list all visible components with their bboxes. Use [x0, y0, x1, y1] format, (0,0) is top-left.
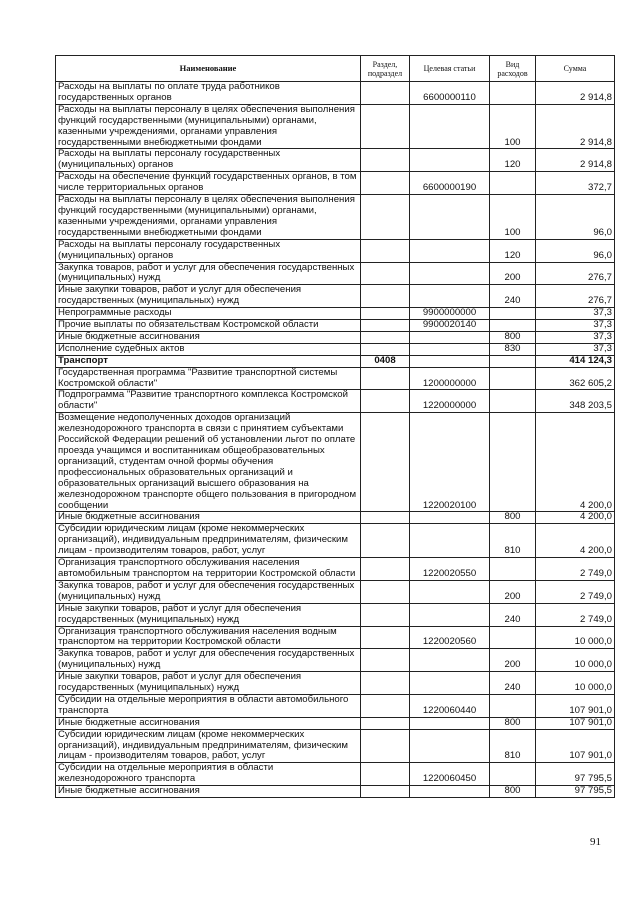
row-name: Подпрограмма "Развитие транспортного комплекса Костромской области"	[56, 390, 361, 413]
row-section	[361, 763, 410, 786]
row-name: Закупка товаров, работ и услуг для обеспечения государственных (муниципальных) нужд	[56, 262, 361, 285]
row-target	[410, 672, 490, 695]
row-sum: 107 901,0	[536, 729, 615, 763]
header-name: Наименование	[56, 56, 361, 82]
row-sum: 2 914,8	[536, 82, 615, 105]
row-sum: 276,7	[536, 262, 615, 285]
row-kind	[490, 82, 536, 105]
row-sum: 362 605,2	[536, 367, 615, 390]
table-header-row	[56, 56, 615, 82]
row-kind	[490, 320, 536, 332]
row-name: Возмещение недополученных доходов организаций железнодорожного транспорта в связи с принятием субъектами Российской Федерации решений об установлении льгот по оплате проезда учащимся и воспитанникам общеобразовательных организаций, студентам очной формы обучения профессиональных образовательных организаций и образовательных организаций высшего образования на железнодорожном транспорте общего пользования в пригородном сообщении	[56, 413, 361, 512]
row-name: Расходы на выплаты персоналу государственных (муниципальных) органов	[56, 149, 361, 172]
row-target: 9900020140	[410, 320, 490, 332]
row-name: Расходы на выплаты персоналу в целях обеспечения выполнения функций государственными (муниципальными) органами, казенными учреждениями, органами управления государственными внебюджетными фондами	[56, 104, 361, 149]
row-target: 6600000190	[410, 172, 490, 195]
row-sum: 4 200,0	[536, 524, 615, 558]
row-sum: 37,3	[536, 343, 615, 355]
row-sum: 37,3	[536, 320, 615, 332]
table-row	[56, 672, 615, 695]
row-kind: 200	[490, 262, 536, 285]
row-kind	[490, 413, 536, 512]
row-target	[410, 524, 490, 558]
row-section: 0408	[361, 355, 410, 367]
row-section	[361, 390, 410, 413]
table-row	[56, 320, 615, 332]
row-kind	[490, 308, 536, 320]
row-name: Организация транспортного обслуживания населения автомобильным транспортом на территории Костромской области	[56, 558, 361, 581]
row-name: Непрограммные расходы	[56, 308, 361, 320]
table-row	[56, 285, 615, 308]
table-row	[56, 172, 615, 195]
table-row	[56, 524, 615, 558]
table-row	[56, 413, 615, 512]
table-row	[56, 343, 615, 355]
row-section	[361, 331, 410, 343]
row-name: Субсидии на отдельные мероприятия в области железнодорожного транспорта	[56, 763, 361, 786]
row-kind: 810	[490, 729, 536, 763]
table-row	[56, 308, 615, 320]
table-row	[56, 694, 615, 717]
row-kind	[490, 558, 536, 581]
row-kind	[490, 172, 536, 195]
row-target	[410, 239, 490, 262]
table-row	[56, 512, 615, 524]
header-kind: Вид расходов	[490, 56, 536, 82]
row-sum: 2 914,8	[536, 104, 615, 149]
table-row	[56, 390, 615, 413]
row-section	[361, 239, 410, 262]
row-target	[410, 580, 490, 603]
row-name: Иные закупки товаров, работ и услуг для обеспечения государственных (муниципальных) нужд	[56, 603, 361, 626]
row-section	[361, 729, 410, 763]
row-section	[361, 512, 410, 524]
row-name: Закупка товаров, работ и услуг для обеспечения государственных (муниципальных) нужд	[56, 649, 361, 672]
row-kind: 200	[490, 649, 536, 672]
row-kind: 800	[490, 717, 536, 729]
row-target: 6600000110	[410, 82, 490, 105]
row-kind	[490, 355, 536, 367]
row-kind: 800	[490, 786, 536, 798]
table-row	[56, 763, 615, 786]
row-name: Расходы на выплаты персоналу в целях обеспечения выполнения функций государственными (муниципальными) органами, казенными учреждениями, органами управления государственными внебюджетными фондами	[56, 195, 361, 240]
row-kind: 100	[490, 104, 536, 149]
row-kind: 200	[490, 580, 536, 603]
row-sum: 348 203,5	[536, 390, 615, 413]
row-name: Расходы на выплаты персоналу государственных (муниципальных) органов	[56, 239, 361, 262]
row-section	[361, 172, 410, 195]
row-section	[361, 82, 410, 105]
row-section	[361, 626, 410, 649]
row-target: 1220000000	[410, 390, 490, 413]
header-target: Целевая статьи	[410, 56, 490, 82]
row-sum: 276,7	[536, 285, 615, 308]
row-target	[410, 649, 490, 672]
row-section	[361, 285, 410, 308]
row-section	[361, 149, 410, 172]
row-sum: 97 795,5	[536, 786, 615, 798]
row-section	[361, 262, 410, 285]
row-kind: 810	[490, 524, 536, 558]
row-kind: 240	[490, 672, 536, 695]
row-target	[410, 104, 490, 149]
row-sum: 10 000,0	[536, 672, 615, 695]
row-sum: 107 901,0	[536, 717, 615, 729]
row-section	[361, 717, 410, 729]
row-sum: 10 000,0	[536, 649, 615, 672]
row-section	[361, 320, 410, 332]
row-section	[361, 308, 410, 320]
table-row	[56, 603, 615, 626]
row-sum: 96,0	[536, 195, 615, 240]
row-name: Транспорт	[56, 355, 361, 367]
table-row	[56, 104, 615, 149]
table-row	[56, 580, 615, 603]
row-name: Закупка товаров, работ и услуг для обеспечения государственных (муниципальных) нужд	[56, 580, 361, 603]
row-sum: 414 124,3	[536, 355, 615, 367]
row-target	[410, 343, 490, 355]
table-row	[56, 331, 615, 343]
row-sum: 2 749,0	[536, 580, 615, 603]
row-section	[361, 580, 410, 603]
row-name: Исполнение судебных актов	[56, 343, 361, 355]
header-section: Раздел, подраздел	[361, 56, 410, 82]
row-name: Иные бюджетные ассигнования	[56, 717, 361, 729]
row-name: Субсидии на отдельные мероприятия в области автомобильного транспорта	[56, 694, 361, 717]
table-row	[56, 626, 615, 649]
row-sum: 2 914,8	[536, 149, 615, 172]
row-section	[361, 413, 410, 512]
row-section	[361, 367, 410, 390]
row-kind	[490, 626, 536, 649]
row-target: 1200000000	[410, 367, 490, 390]
row-sum: 4 200,0	[536, 512, 615, 524]
row-sum: 4 200,0	[536, 413, 615, 512]
row-name: Прочие выплаты по обязательствам Костромской области	[56, 320, 361, 332]
table-row	[56, 729, 615, 763]
page-number: 91	[590, 836, 601, 848]
row-target	[410, 512, 490, 524]
row-kind	[490, 367, 536, 390]
row-section	[361, 649, 410, 672]
row-kind: 100	[490, 195, 536, 240]
row-target: 1220020550	[410, 558, 490, 581]
row-section	[361, 786, 410, 798]
row-target	[410, 786, 490, 798]
row-name: Субсидии юридическим лицам (кроме некоммерческих организаций), индивидуальным предпринимателям, физическим лицам - производителям товаров, работ, услуг	[56, 524, 361, 558]
row-section	[361, 694, 410, 717]
row-kind: 800	[490, 512, 536, 524]
row-name: Иные закупки товаров, работ и услуг для обеспечения государственных (муниципальных) нужд	[56, 285, 361, 308]
row-sum: 10 000,0	[536, 626, 615, 649]
row-target: 1220020560	[410, 626, 490, 649]
row-sum: 37,3	[536, 331, 615, 343]
row-kind: 120	[490, 239, 536, 262]
row-sum: 107 901,0	[536, 694, 615, 717]
row-section	[361, 558, 410, 581]
row-kind	[490, 694, 536, 717]
row-section	[361, 343, 410, 355]
row-section	[361, 524, 410, 558]
row-kind: 240	[490, 285, 536, 308]
row-target: 1220020100	[410, 413, 490, 512]
row-target	[410, 285, 490, 308]
table-row	[56, 82, 615, 105]
row-kind	[490, 763, 536, 786]
table-row	[56, 355, 615, 367]
table-row	[56, 262, 615, 285]
row-kind: 120	[490, 149, 536, 172]
table-row	[56, 649, 615, 672]
row-kind: 800	[490, 331, 536, 343]
row-section	[361, 603, 410, 626]
table-row	[56, 367, 615, 390]
document-page	[55, 55, 614, 798]
budget-table	[55, 55, 615, 798]
table-row	[56, 239, 615, 262]
row-sum: 37,3	[536, 308, 615, 320]
row-section	[361, 672, 410, 695]
row-section	[361, 104, 410, 149]
table-row	[56, 717, 615, 729]
row-name: Организация транспортного обслуживания населения водным транспортом на территории Костромской области	[56, 626, 361, 649]
row-name: Иные бюджетные ассигнования	[56, 331, 361, 343]
row-target: 1220060450	[410, 763, 490, 786]
row-sum: 2 749,0	[536, 603, 615, 626]
row-target	[410, 331, 490, 343]
row-target	[410, 355, 490, 367]
row-sum: 96,0	[536, 239, 615, 262]
row-target	[410, 195, 490, 240]
row-name: Иные бюджетные ассигнования	[56, 786, 361, 798]
row-name: Иные бюджетные ассигнования	[56, 512, 361, 524]
row-target	[410, 149, 490, 172]
row-target: 9900000000	[410, 308, 490, 320]
row-target: 1220060440	[410, 694, 490, 717]
row-name: Расходы на обеспечение функций государственных органов, в том числе территориальных органов	[56, 172, 361, 195]
row-kind: 240	[490, 603, 536, 626]
table-row	[56, 149, 615, 172]
row-target	[410, 729, 490, 763]
row-kind: 830	[490, 343, 536, 355]
row-name: Государственная программа "Развитие транспортной системы Костромской области"	[56, 367, 361, 390]
table-row	[56, 786, 615, 798]
row-sum: 2 749,0	[536, 558, 615, 581]
row-section	[361, 195, 410, 240]
row-kind	[490, 390, 536, 413]
row-sum: 97 795,5	[536, 763, 615, 786]
table-row	[56, 195, 615, 240]
row-name: Субсидии юридическим лицам (кроме некоммерческих организаций), индивидуальным предпринимателям, физическим лицам - производителям товаров, работ, услуг	[56, 729, 361, 763]
table-row	[56, 558, 615, 581]
row-target	[410, 262, 490, 285]
row-target	[410, 717, 490, 729]
header-sum: Сумма	[536, 56, 615, 82]
row-sum: 372,7	[536, 172, 615, 195]
row-target	[410, 603, 490, 626]
row-name: Расходы на выплаты по оплате труда работников государственных органов	[56, 82, 361, 105]
row-name: Иные закупки товаров, работ и услуг для обеспечения государственных (муниципальных) нужд	[56, 672, 361, 695]
